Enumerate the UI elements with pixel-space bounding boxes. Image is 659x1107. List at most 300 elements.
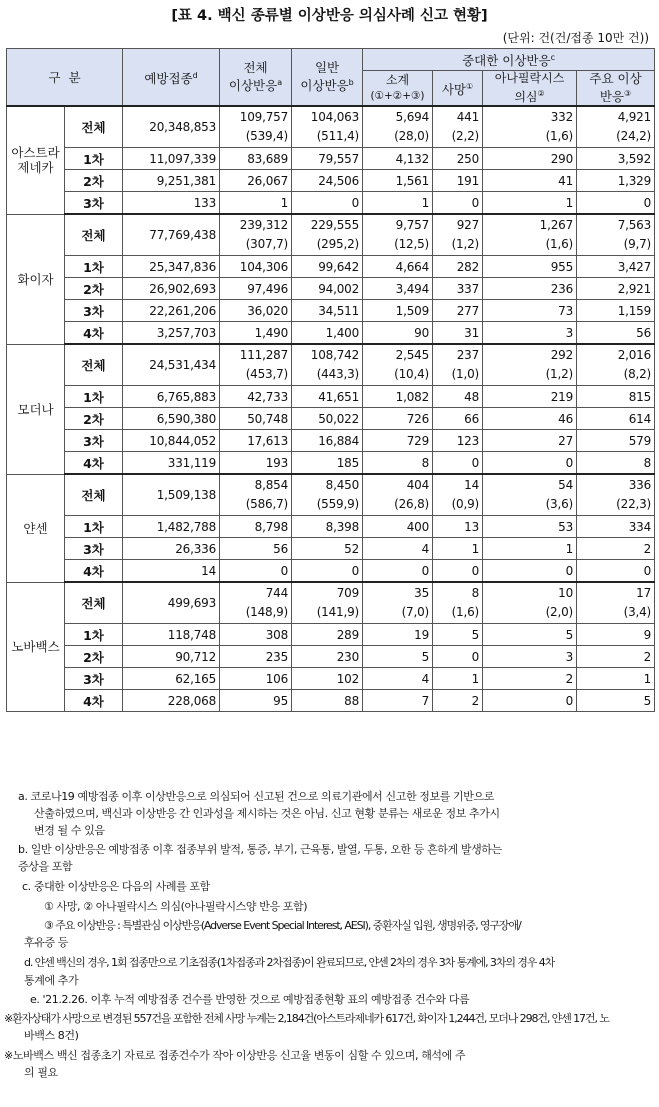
value: 35 [414,586,430,600]
dose-label: 1차 [65,148,123,170]
cell-subtotal: 1,561 [363,170,433,192]
table-row [7,344,655,386]
cell-general: 41,651 [292,386,363,408]
cell-death: 0 [433,560,483,583]
cell-vacc: 6,590,380 [123,408,220,430]
cell-subtotal: 1,082 [363,386,433,408]
cell-subtotal: 729 [363,430,433,452]
cell-anaph: 41 [483,170,577,192]
value: 8,854 [254,478,289,492]
rate: (1,6) [545,129,574,143]
cell-major: 2,921 [577,278,655,300]
rate: (12,5) [394,237,430,251]
value: 14 [464,478,480,492]
cell-subtotal: 8 [363,452,433,475]
dose-label: 전체 [65,214,123,256]
rate: (3,4) [623,605,652,619]
table-row [7,516,655,538]
dose-label: 3차 [65,668,123,690]
cell-anaph [483,474,577,516]
rate: (307,7) [245,237,289,251]
table-header [7,49,655,107]
dose-label: 전체 [65,582,123,624]
cell-death [433,474,483,516]
footnote-line: ③ 주요 이상반응 : 특별관심 이상반응(Adverse Event Special Interest, AESI), 중환자실 입원, 생명위중, 영구장애/ [44,919,521,932]
cell-general: 79,557 [292,148,363,170]
cell-total: 308 [220,624,292,646]
cell-total: 235 [220,646,292,668]
header-general-ae: 일반 이상반응$^b$ [292,49,363,107]
cell-total: 26,067 [220,170,292,192]
cell-major: 2 [577,646,655,668]
cell-general: 230 [292,646,363,668]
cell-anaph: 53 [483,516,577,538]
value: 54 [558,478,574,492]
cell-major [577,106,655,148]
cell-vacc: 24,531,434 [123,344,220,386]
cell-subtotal [363,344,433,386]
rate: (1,2) [545,367,574,381]
cell-vacc: 331,119 [123,452,220,475]
value: 441 [456,110,480,124]
value: 744 [265,586,289,600]
table-row [7,408,655,430]
cell-subtotal: 4 [363,668,433,690]
rate: (1,6) [545,237,574,251]
table-row [7,256,655,278]
cell-general: 52 [292,538,363,560]
footnote-line: 증상을 포함 [18,860,73,873]
cell-general: 185 [292,452,363,475]
value: 111,287 [239,348,289,362]
footnote-line: d. 얀센 백신의 경우, 1회 접종만으로 기초접종(1차접종과 2차접종)이 완료되므로, 얀센 2차의 경우 3차 통계에, 3차의 경우 4차 [24,956,555,969]
cell-general [292,582,363,624]
cell-vacc: 133 [123,192,220,215]
value: 108,742 [310,348,360,362]
dose-label: 1차 [65,386,123,408]
rate: (26,8) [394,497,430,511]
table-row [7,106,655,148]
cell-major: 5 [577,690,655,712]
cell-major: 815 [577,386,655,408]
cell-subtotal [363,106,433,148]
cell-death: 282 [433,256,483,278]
cell-general [292,214,363,256]
cell-death: 2 [433,690,483,712]
cell-major: 579 [577,430,655,452]
dose-label: 전체 [65,474,123,516]
table-row [7,192,655,215]
cell-major: 9 [577,624,655,646]
header-major-ae: 주요 이상 반응③ [577,71,655,107]
footnote-line: e. '21.2.26. 이후 누적 예방접종 건수를 반영한 것으로 예방접종현황 표의 예방접종 건수와 다름 [30,993,470,1006]
table-row [7,538,655,560]
cell-subtotal: 7 [363,690,433,712]
cell-death: 48 [433,386,483,408]
cell-death: 1 [433,668,483,690]
cell-anaph: 1 [483,192,577,215]
cell-vacc: 14 [123,560,220,583]
value: 336 [628,478,652,492]
cell-general: 0 [292,192,363,215]
dose-label: 1차 [65,256,123,278]
dose-label: 4차 [65,560,123,583]
rate: (141,9) [316,605,360,619]
table-row [7,690,655,712]
cell-anaph: 73 [483,300,577,322]
table-row [7,214,655,256]
cell-subtotal: 90 [363,322,433,345]
rate: (443,3) [316,367,360,381]
cell-subtotal [363,582,433,624]
value: 7,563 [617,218,652,232]
cell-major [577,344,655,386]
cell-total: 95 [220,690,292,712]
cell-vacc: 25,347,836 [123,256,220,278]
value: 4,921 [617,110,652,124]
cell-subtotal: 400 [363,516,433,538]
header-anaphylaxis: 아나필락시스 의심② [483,71,577,107]
cell-anaph: 0 [483,690,577,712]
cell-total: 42,733 [220,386,292,408]
rate: (0,9) [451,497,480,511]
cell-vacc: 22,261,206 [123,300,220,322]
cell-general: 1,400 [292,322,363,345]
value: 9,757 [395,218,430,232]
cell-death: 0 [433,646,483,668]
rate: (9,7) [623,237,652,251]
rate: (10,4) [394,367,430,381]
cell-general: 102 [292,668,363,690]
cell-total: 1,490 [220,322,292,345]
cell-subtotal [363,474,433,516]
value: 404 [406,478,430,492]
dose-label: 2차 [65,170,123,192]
dose-label: 전체 [65,106,123,148]
header-serious-ae: 중대한 이상반응$^c$ [363,49,655,71]
rate: (22,3) [616,497,652,511]
unit-label: (단위: 건(건/접종 10만 건)) [502,31,649,45]
cell-general: 24,506 [292,170,363,192]
table-row [7,386,655,408]
cell-total: 106 [220,668,292,690]
value: 239,312 [239,218,289,232]
cell-anaph [483,344,577,386]
cell-anaph [483,106,577,148]
table-row [7,452,655,475]
cell-general [292,344,363,386]
dose-label: 4차 [65,690,123,712]
value: 17 [636,586,652,600]
value: 927 [456,218,480,232]
cell-death: 13 [433,516,483,538]
cell-major: 8 [577,452,655,475]
cell-death: 191 [433,170,483,192]
cell-major: 3,427 [577,256,655,278]
table-row [7,624,655,646]
table-row [7,278,655,300]
dose-label: 2차 [65,278,123,300]
dose-label: 3차 [65,538,123,560]
cell-total [220,214,292,256]
rate: (2,2) [451,129,480,143]
cell-major: 1 [577,668,655,690]
rate: (295,2) [316,237,360,251]
cell-major [577,582,655,624]
cell-subtotal: 726 [363,408,433,430]
table-row [7,430,655,452]
rate: (539,4) [245,129,289,143]
rate: (28,0) [394,129,430,143]
cell-death: 31 [433,322,483,345]
footnote-line: ※노바백스 백신 접종초기 자료로 접종건수가 작아 이상반응 신고율 변동이 심할 수 있으며, 해석에 주 [4,1049,466,1062]
footnote-line: ※환자상태가 사망으로 변경된 557건을 포함한 전체 사망 누계는 2,184건(아스트라제네카 617건, 화이자 1,244건, 모더나 298건, 얀센 17건, 노 [4,1012,609,1025]
dose-label: 3차 [65,192,123,215]
footnote-line: ① 사망, ② 아나필락시스 의심(아나필락시스양 반응 포함) [44,900,308,913]
rate: (1,6) [451,605,480,619]
cell-subtotal: 19 [363,624,433,646]
cell-death: 123 [433,430,483,452]
cell-subtotal: 3,494 [363,278,433,300]
rate: (148,9) [245,605,289,619]
cell-anaph: 27 [483,430,577,452]
value: 292 [550,348,574,362]
cell-general: 88 [292,690,363,712]
cell-death: 277 [433,300,483,322]
cell-general [292,106,363,148]
header-subtotal: 소계 (①+②+③) [363,71,433,107]
cell-vacc: 26,336 [123,538,220,560]
cell-total: 97,496 [220,278,292,300]
cell-vacc: 90,712 [123,646,220,668]
cell-total: 56 [220,538,292,560]
cell-vacc: 118,748 [123,624,220,646]
table-row [7,474,655,516]
cell-general: 99,642 [292,256,363,278]
cell-subtotal: 0 [363,560,433,583]
cell-general: 0 [292,560,363,583]
cell-major: 3,592 [577,148,655,170]
header-total-ae: 전체 이상반응$^a$ [220,49,292,107]
cell-death: 66 [433,408,483,430]
table-row [7,170,655,192]
table-row [7,668,655,690]
dose-label: 1차 [65,624,123,646]
cell-anaph: 5 [483,624,577,646]
cell-general: 16,884 [292,430,363,452]
footnote-line: 변경 될 수 있음 [34,824,105,837]
cell-anaph: 3 [483,646,577,668]
cell-anaph: 236 [483,278,577,300]
dose-label: 2차 [65,408,123,430]
rate: (453,7) [245,367,289,381]
cell-total: 1 [220,192,292,215]
cell-general: 8,398 [292,516,363,538]
cell-major: 56 [577,322,655,345]
table-row [7,322,655,345]
cell-major: 0 [577,192,655,215]
cell-death [433,344,483,386]
value: 8 [471,586,480,600]
footnote-line: b. 일반 이상반응은 예방접종 이후 접종부위 발적, 통증, 부기, 근육통, 발열, 두통, 오한 등 흔하게 발생하는 [18,843,502,856]
value: 2,545 [395,348,430,362]
cell-subtotal [363,214,433,256]
value: 332 [550,110,574,124]
dose-label: 4차 [65,452,123,475]
value: 1,267 [539,218,574,232]
cell-vacc: 499,693 [123,582,220,624]
cell-anaph [483,214,577,256]
cell-death: 0 [433,452,483,475]
cell-major: 1,159 [577,300,655,322]
value: 709 [336,586,360,600]
value: 5,694 [395,110,430,124]
cell-death: 1 [433,538,483,560]
cell-subtotal: 4,664 [363,256,433,278]
cell-vacc: 1,482,788 [123,516,220,538]
footnote-line: 바백스 8건) [24,1029,79,1042]
footnote-line: 산출하였으며, 백신과 이상반응 간 인과성을 제시하는 것은 아님. 신고 현황 분류는 새로운 정보 추가시 [34,807,500,820]
rate: (8,2) [623,367,652,381]
cell-anaph: 46 [483,408,577,430]
cell-subtotal: 4,132 [363,148,433,170]
vaccine-name: 화이자 [7,214,65,344]
cell-vacc: 26,902,693 [123,278,220,300]
cell-general: 34,511 [292,300,363,322]
table-row [7,560,655,583]
header-death: 사망① [433,71,483,107]
value: 2,016 [617,348,652,362]
rate: (586,7) [245,497,289,511]
cell-vacc: 1,509,138 [123,474,220,516]
cell-vacc: 11,097,339 [123,148,220,170]
cell-anaph: 2 [483,668,577,690]
dose-label: 1차 [65,516,123,538]
cell-total: 0 [220,560,292,583]
cell-subtotal: 1,509 [363,300,433,322]
value: 8,450 [325,478,360,492]
footnote-line: 후유증 등 [24,936,69,949]
footnote-line: c. 중대한 이상반응은 다음의 사례를 포함 [22,880,210,893]
cell-total: 104,306 [220,256,292,278]
cell-vacc: 10,844,052 [123,430,220,452]
value: 237 [456,348,480,362]
cell-vacc: 62,165 [123,668,220,690]
cell-anaph: 955 [483,256,577,278]
rate: (1,2) [451,237,480,251]
cell-anaph [483,582,577,624]
cell-total: 17,613 [220,430,292,452]
value: 104,063 [310,110,360,124]
rate: (559,9) [316,497,360,511]
footnote-line: 통계에 추가 [24,974,79,987]
table-title: [표 4. 백신 종류별 이상반응 의심사례 신고 현황] [171,8,488,24]
value: 109,757 [239,110,289,124]
cell-general: 50,022 [292,408,363,430]
cell-major: 614 [577,408,655,430]
cell-death: 337 [433,278,483,300]
cell-vacc: 228,068 [123,690,220,712]
cell-major: 334 [577,516,655,538]
cell-subtotal: 4 [363,538,433,560]
cell-total [220,344,292,386]
vaccine-name: 노바백스 [7,582,65,712]
cell-anaph: 1 [483,538,577,560]
rate: (1,0) [451,367,480,381]
rate: (24,2) [616,129,652,143]
rate: (3,6) [545,497,574,511]
dose-label: 4차 [65,322,123,345]
cell-general: 289 [292,624,363,646]
adverse-event-table [6,48,655,712]
cell-death [433,106,483,148]
dose-label: 전체 [65,344,123,386]
cell-total [220,582,292,624]
cell-total [220,474,292,516]
cell-anaph: 219 [483,386,577,408]
cell-anaph: 0 [483,452,577,475]
cell-major: 0 [577,560,655,583]
table-row [7,300,655,322]
cell-subtotal: 5 [363,646,433,668]
table-row [7,582,655,624]
footnote-line: a. 코로나19 예방접종 이후 이상반응으로 의심되어 신고된 건으로 의료기관에서 신고한 정보를 기반으로 [18,790,494,803]
cell-subtotal: 1 [363,192,433,215]
vaccine-name: 아스트라제네카 [7,106,65,214]
footnote-line: 의 필요 [24,1066,58,1079]
table-row [7,646,655,668]
header-category: 구 분 [7,49,123,107]
cell-anaph: 0 [483,560,577,583]
cell-major [577,474,655,516]
cell-general: 94,002 [292,278,363,300]
value: 10 [558,586,574,600]
vaccine-name: 얀센 [7,474,65,582]
cell-vacc: 20,348,853 [123,106,220,148]
cell-vacc: 3,257,703 [123,322,220,345]
cell-major [577,214,655,256]
dose-label: 2차 [65,646,123,668]
cell-total: 50,748 [220,408,292,430]
cell-vacc: 77,769,438 [123,214,220,256]
cell-death [433,582,483,624]
cell-death: 0 [433,192,483,215]
cell-death [433,214,483,256]
cell-major: 2 [577,538,655,560]
value: 229,555 [310,218,360,232]
rate: (511,4) [316,129,360,143]
cell-general [292,474,363,516]
cell-vacc: 9,251,381 [123,170,220,192]
cell-total: 8,798 [220,516,292,538]
cell-anaph: 290 [483,148,577,170]
table-body [7,106,655,712]
cell-total [220,106,292,148]
rate: (2,0) [545,605,574,619]
cell-death: 250 [433,148,483,170]
cell-total: 36,020 [220,300,292,322]
cell-total: 193 [220,452,292,475]
dose-label: 3차 [65,430,123,452]
cell-death: 5 [433,624,483,646]
table-row [7,148,655,170]
dose-label: 3차 [65,300,123,322]
header-vaccinations: 예방접종$^d$ [123,49,220,107]
cell-anaph: 3 [483,322,577,345]
cell-major: 1,329 [577,170,655,192]
vaccine-name: 모더나 [7,344,65,474]
cell-vacc: 6,765,883 [123,386,220,408]
